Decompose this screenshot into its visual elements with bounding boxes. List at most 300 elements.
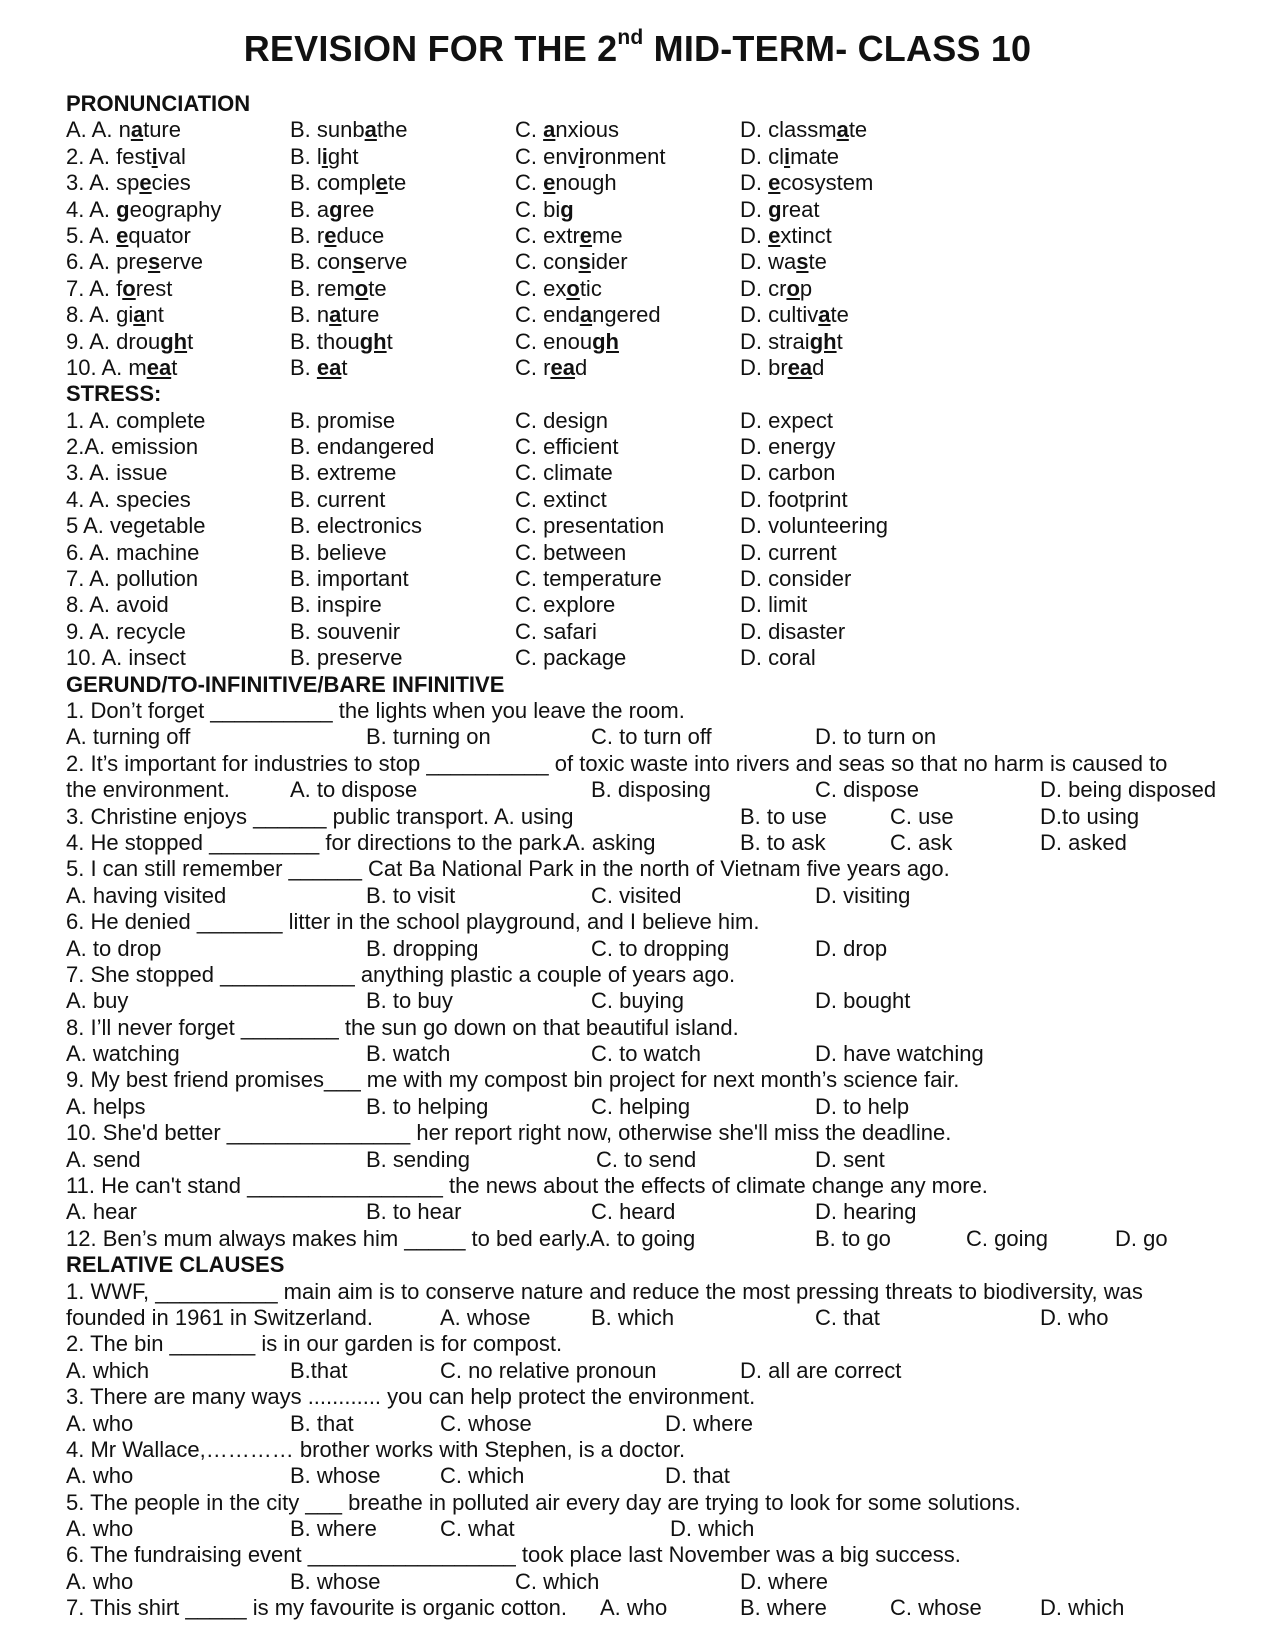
word-part: 3. A. sp — [66, 170, 140, 196]
option-a[interactable] — [66, 223, 191, 249]
option-b[interactable]: B. endangered — [290, 434, 435, 460]
option-b[interactable] — [290, 144, 359, 170]
option-b[interactable]: B. sending — [366, 1146, 470, 1172]
option-a[interactable]: A. who — [66, 1568, 134, 1594]
option-a[interactable]: A. buy — [66, 988, 129, 1014]
option-c[interactable]: C. going — [966, 1225, 1048, 1251]
option-b[interactable]: B. believe — [290, 539, 387, 565]
option-d[interactable] — [740, 144, 839, 170]
word-part: B. l — [290, 143, 322, 169]
underlined-sound: g — [329, 196, 343, 222]
word-part: B. sunb — [290, 117, 365, 143]
option-b[interactable]: B. to use — [740, 803, 827, 829]
pronunciation-row — [66, 197, 1256, 223]
option-a[interactable] — [66, 170, 191, 196]
option-c[interactable]: C. that — [815, 1304, 880, 1330]
word-part: C. extr — [515, 222, 580, 248]
option-d[interactable]: D. energy — [740, 434, 836, 460]
word-part: te — [848, 117, 868, 143]
worksheet-body — [66, 91, 1256, 1622]
underlined-sound: gh — [359, 328, 387, 354]
option-a[interactable]: A. having visited — [66, 882, 227, 908]
pronunciation-row — [66, 276, 1256, 302]
option-b[interactable]: B. to hear — [366, 1199, 462, 1225]
question-text: 9. My best friend promises___ me with my compost bin project for next month’s science fair. — [66, 1067, 960, 1093]
option-c[interactable] — [515, 302, 661, 328]
answer-options — [66, 1516, 1256, 1542]
word-part: t — [187, 328, 194, 354]
option-b[interactable]: B. to ask — [740, 829, 826, 855]
pronunciation-questions — [66, 117, 1256, 381]
option-c[interactable]: C. presentation — [515, 513, 665, 539]
option-d[interactable] — [740, 355, 824, 381]
section-heading-relative-clauses: RELATIVE CLAUSES — [66, 1252, 285, 1278]
option-d[interactable]: D. being disposed — [1040, 777, 1217, 803]
option-b[interactable]: B. whose — [290, 1463, 381, 1489]
question-text: 5. The people in the city ___ breathe in polluted air every day are trying to look for some solutions. — [66, 1489, 1021, 1515]
option-b[interactable]: B. where — [740, 1595, 827, 1621]
question-text: 4. Mr Wallace,………… brother works with Stephen, is a doctor. — [66, 1436, 686, 1462]
option-b[interactable]: B. whose — [290, 1568, 381, 1594]
option-c[interactable]: C. heard — [591, 1199, 676, 1225]
option-b[interactable] — [290, 302, 379, 328]
option-d[interactable] — [740, 276, 812, 302]
option-a[interactable] — [66, 249, 203, 275]
underlined-sound: gh — [809, 328, 837, 354]
word-part: D. wa — [740, 249, 797, 275]
option-c[interactable]: C. efficient — [515, 434, 619, 460]
word-part: t — [171, 354, 178, 380]
word-part: D. — [740, 196, 769, 222]
pronunciation-row — [66, 302, 1256, 328]
word-part: p — [799, 275, 813, 301]
option-d[interactable] — [740, 249, 827, 275]
underlined-sound: g — [768, 196, 782, 222]
option-b[interactable]: B. current — [290, 486, 386, 512]
word-part: ght — [327, 143, 359, 169]
underlined-sound: s — [147, 249, 161, 275]
option-b[interactable] — [290, 249, 407, 275]
option-d[interactable]: D. where — [665, 1410, 754, 1436]
pronunciation-row — [66, 170, 1256, 196]
option-a[interactable]: 6. A. machine — [66, 539, 200, 565]
word-part: erve — [364, 249, 408, 275]
underlined-sound: a — [818, 302, 831, 328]
underlined-sound: e — [139, 170, 152, 196]
option-c[interactable]: C. whose — [440, 1410, 532, 1436]
option-a[interactable] — [66, 144, 186, 170]
word-part: B. r — [290, 222, 325, 248]
option-a[interactable]: A. hear — [66, 1199, 137, 1225]
word-part: t — [386, 328, 393, 354]
word-part: C. bi — [515, 196, 561, 222]
word-part: nough — [555, 170, 617, 196]
option-c[interactable]: C. to turn off — [591, 724, 712, 750]
section-heading-stress: STRESS: — [66, 381, 162, 407]
option-a[interactable]: A. send — [66, 1146, 141, 1172]
option-b[interactable] — [290, 276, 387, 302]
underlined-sound: i — [151, 143, 158, 169]
word-part: 10. A. m — [66, 354, 147, 380]
word-part: B. — [290, 354, 317, 380]
pronunciation-row — [66, 223, 1256, 249]
question-text: 11. He can't stand ________________ the news about the effects of climate change any more. — [66, 1173, 988, 1199]
underlined-sound: gh — [592, 328, 619, 354]
question-text: 1. Don’t forget __________ the lights when you leave the room. — [66, 697, 685, 723]
option-d[interactable] — [740, 302, 849, 328]
option-a[interactable] — [66, 302, 164, 328]
underlined-sound: a — [329, 302, 342, 328]
option-d[interactable]: D. expect — [740, 407, 833, 433]
option-a[interactable]: A. asking — [565, 829, 656, 855]
underlined-sound: e — [324, 222, 337, 248]
option-a[interactable]: A. to drop — [66, 935, 162, 961]
option-b[interactable]: B. to go — [815, 1225, 891, 1251]
option-a[interactable]: 10. A. insect — [66, 645, 186, 671]
option-a[interactable] — [66, 117, 181, 143]
option-a[interactable]: A. who — [600, 1595, 668, 1621]
option-d[interactable]: D. which — [670, 1516, 755, 1542]
answer-options — [66, 1358, 1256, 1384]
underlined-sound: o — [122, 275, 136, 301]
word-part: C. end — [515, 302, 580, 328]
option-a[interactable]: A. turning off — [66, 724, 191, 750]
word-part: d — [812, 354, 825, 380]
option-c[interactable] — [515, 249, 628, 275]
question-text-continued: founded in 1961 in Switzerland. A. whose B. which C. that D. who — [66, 1304, 1109, 1330]
option-c[interactable] — [515, 197, 574, 223]
answer-options — [66, 936, 1256, 962]
option-b[interactable]: B. inspire — [290, 592, 382, 618]
option-b[interactable]: B. dropping — [366, 935, 479, 961]
word-part: D. — [740, 170, 769, 196]
word-part: rest — [135, 275, 173, 301]
option-d[interactable]: D. carbon — [740, 460, 836, 486]
answer-options — [66, 1041, 1256, 1067]
word-part: C. — [515, 170, 544, 196]
option-a[interactable]: 5 A. vegetable — [66, 513, 206, 539]
option-b[interactable] — [290, 117, 407, 143]
underlined-sound: g — [116, 196, 130, 222]
stress-row — [66, 408, 1256, 434]
answer-options — [66, 988, 1256, 1014]
option-c[interactable] — [515, 329, 619, 355]
word-part: 9. A. drou — [66, 328, 161, 354]
word-part: ngered — [592, 302, 661, 328]
underlined-sound: i — [784, 143, 791, 169]
option-c[interactable]: C. no relative pronoun — [440, 1357, 657, 1383]
option-a[interactable]: A. to going — [590, 1225, 696, 1251]
option-d[interactable]: D. limit — [740, 592, 808, 618]
stress-row — [66, 513, 1256, 539]
word-part: C. r — [515, 354, 551, 380]
word-part: te — [808, 249, 827, 275]
option-a[interactable]: 4. A. species — [66, 486, 191, 512]
underlined-sound: a — [836, 117, 849, 143]
option-c[interactable]: C. to dropping — [591, 935, 730, 961]
word-part: cosystem — [780, 170, 874, 196]
stress-row — [66, 619, 1256, 645]
option-d[interactable]: D. go — [1115, 1225, 1168, 1251]
option-a[interactable]: A. to dispose — [290, 777, 418, 803]
option-b[interactable] — [290, 223, 384, 249]
option-c[interactable]: C. which — [440, 1463, 525, 1489]
option-c[interactable]: C. safari — [515, 618, 597, 644]
option-d[interactable]: D. which — [1040, 1595, 1125, 1621]
word-part: A. A. n — [66, 117, 131, 143]
option-d[interactable]: D. footprint — [740, 486, 848, 512]
option-a[interactable] — [66, 355, 177, 381]
underlined-sound: o — [354, 275, 369, 301]
option-a[interactable] — [66, 329, 193, 355]
option-c[interactable]: C. ask — [890, 829, 953, 855]
option-c[interactable] — [515, 223, 623, 249]
underlined-sound: a — [364, 117, 377, 143]
underlined-sound: a — [133, 302, 146, 328]
pronunciation-row — [66, 329, 1256, 355]
word-part: reat — [781, 196, 820, 222]
option-a[interactable]: A. who — [66, 1410, 134, 1436]
word-part: D. cultiv — [740, 302, 819, 328]
option-a[interactable]: A. using — [494, 803, 574, 829]
option-c[interactable]: C. between — [515, 539, 627, 565]
option-b[interactable] — [290, 170, 406, 196]
word-part: D. classm — [740, 117, 837, 143]
option-d[interactable] — [740, 170, 873, 196]
pronunciation-row — [66, 249, 1256, 275]
word-part: cies — [151, 170, 191, 196]
option-d[interactable]: D. have watching — [815, 1041, 984, 1067]
option-c[interactable]: C. to send — [596, 1146, 697, 1172]
word-part: C. con — [515, 249, 579, 275]
word-part: 2. A. fest — [66, 143, 152, 169]
word-part: B. rem — [290, 275, 355, 301]
option-b[interactable]: B.that — [290, 1357, 348, 1383]
option-b[interactable]: B. to buy — [366, 988, 453, 1014]
option-b[interactable]: B. where — [290, 1516, 377, 1542]
option-a[interactable]: A. who — [66, 1463, 134, 1489]
underlined-sound: e — [375, 170, 388, 196]
word-part: ronment — [584, 143, 666, 169]
option-d[interactable]: D. visiting — [815, 882, 911, 908]
option-c[interactable] — [515, 117, 619, 143]
option-d[interactable] — [740, 329, 843, 355]
option-c[interactable]: C. use — [890, 803, 954, 829]
option-c[interactable]: C. whose — [890, 1595, 982, 1621]
option-b[interactable]: B. which — [591, 1304, 675, 1330]
option-a[interactable] — [66, 276, 172, 302]
option-c[interactable]: C. climate — [515, 460, 613, 486]
underlined-sound: e — [768, 170, 781, 196]
option-b[interactable]: B. turning on — [366, 724, 491, 750]
option-b[interactable]: B. watch — [366, 1041, 451, 1067]
question-text: 1. WWF, __________ main aim is to conserve nature and reduce the most pressing threats to biodiversity, was — [66, 1278, 1143, 1304]
underlined-sound: g — [560, 196, 574, 222]
option-d[interactable]: D. disaster — [740, 618, 846, 644]
option-c[interactable]: C. visited — [591, 882, 682, 908]
word-part: nt — [145, 302, 164, 328]
option-c[interactable]: C. helping — [591, 1093, 691, 1119]
option-a[interactable]: 1. A. complete — [66, 407, 206, 433]
answer-options — [66, 1411, 1256, 1437]
word-part: 5. A. — [66, 222, 117, 248]
option-c[interactable]: C. dispose — [815, 777, 919, 803]
question-text: 8. I’ll never forget ________ the sun go down on that beautiful island. — [66, 1014, 739, 1040]
option-a[interactable] — [66, 197, 221, 223]
word-part: ture — [341, 302, 380, 328]
option-a[interactable]: A. helps — [66, 1093, 146, 1119]
option-c[interactable]: C. extinct — [515, 486, 607, 512]
stress-row — [66, 434, 1256, 460]
pronunciation-row — [66, 355, 1256, 381]
word-part: erve — [160, 249, 203, 275]
option-d[interactable]: D. that — [665, 1463, 730, 1489]
option-b[interactable]: B. extreme — [290, 460, 397, 486]
option-c[interactable]: C. which — [515, 1568, 600, 1594]
question-text: 3. Christine enjoys ______ public transport. A. using B. to use C. use D.to using — [66, 803, 1140, 829]
option-a[interactable]: 7. A. pollution — [66, 566, 199, 592]
option-a[interactable]: A. watching — [66, 1041, 180, 1067]
option-c[interactable] — [515, 170, 617, 196]
option-d[interactable]: D. to help — [815, 1093, 910, 1119]
underlined-sound: i — [321, 143, 328, 169]
word-part: B. n — [290, 302, 330, 328]
option-d[interactable]: D. consider — [740, 566, 852, 592]
option-b[interactable]: B. preserve — [290, 645, 403, 671]
page-title: REVISION FOR THE 2nd MID-TERM- CLASS 10 — [243, 26, 1032, 69]
option-d[interactable]: D. asked — [1040, 829, 1127, 855]
word-part: nxious — [555, 117, 619, 143]
word-part: tic — [579, 275, 602, 301]
word-part: B. con — [290, 249, 353, 275]
option-b[interactable]: B. important — [290, 566, 409, 592]
word-part: D. cr — [740, 275, 787, 301]
option-b[interactable]: B. to visit — [366, 882, 456, 908]
word-part: ider — [590, 249, 628, 275]
option-c[interactable]: C. buying — [591, 988, 684, 1014]
word-part: 7. A. f — [66, 275, 123, 301]
option-d[interactable]: D. current — [740, 539, 837, 565]
option-b[interactable]: B. that — [290, 1410, 354, 1436]
question-text: 12. Ben’s mum always makes him _____ to bed early. A. to going B. to go C. going D. go — [66, 1225, 1168, 1251]
option-c[interactable]: C. temperature — [515, 566, 662, 592]
option-d[interactable]: D. drop — [815, 935, 888, 961]
option-d[interactable]: D. sent — [815, 1146, 885, 1172]
option-c[interactable]: C. package — [515, 645, 627, 671]
stress-questions — [66, 408, 1256, 672]
option-a[interactable]: A. which — [66, 1357, 150, 1383]
option-c[interactable]: C. what — [440, 1516, 515, 1542]
option-d[interactable] — [740, 223, 832, 249]
word-part: C. enou — [515, 328, 593, 354]
word-part: xtinct — [780, 222, 832, 248]
word-part: D. br — [740, 354, 788, 380]
underlined-sound: a — [130, 117, 144, 143]
option-a[interactable]: 3. A. issue — [66, 460, 168, 486]
option-d[interactable]: D. hearing — [815, 1199, 917, 1225]
option-d[interactable]: D. who — [1040, 1304, 1109, 1330]
option-b[interactable]: B. electronics — [290, 513, 423, 539]
option-d[interactable]: D.to using — [1040, 803, 1140, 829]
word-part: t — [341, 354, 348, 380]
question-text: 4. He stopped _________ for directions to the park. A. asking B. to ask C. ask D. asked — [66, 829, 1127, 855]
answer-options — [66, 883, 1256, 909]
option-a[interactable]: A. whose — [440, 1304, 531, 1330]
option-a[interactable]: 8. A. avoid — [66, 592, 169, 618]
stress-row — [66, 487, 1256, 513]
option-c[interactable]: C. to watch — [591, 1041, 702, 1067]
option-b[interactable]: B. souvenir — [290, 618, 401, 644]
pronunciation-row — [66, 144, 1256, 170]
stress-row — [66, 645, 1256, 671]
word-part: 8. A. gi — [66, 302, 134, 328]
question-text: 7. She stopped ___________ anything plastic a couple of years ago. — [66, 961, 736, 987]
answer-options — [66, 724, 1256, 750]
option-c[interactable] — [515, 144, 665, 170]
word-part: val — [157, 143, 186, 169]
underlined-sound: a — [543, 117, 556, 143]
option-b[interactable]: B. to helping — [366, 1093, 489, 1119]
option-d[interactable]: D. volunteering — [740, 513, 888, 539]
underlined-sound: s — [578, 249, 591, 275]
option-b[interactable] — [290, 355, 348, 381]
answer-options — [66, 1147, 1256, 1173]
word-part: 6. A. pre — [66, 249, 148, 275]
underlined-sound: i — [578, 143, 585, 169]
word-part: C. — [515, 117, 544, 143]
option-d[interactable] — [740, 197, 820, 223]
underlined-sound: gh — [160, 328, 188, 354]
option-d[interactable]: D. to turn on — [815, 724, 937, 750]
option-a[interactable]: 9. A. recycle — [66, 618, 186, 644]
option-c[interactable]: C. design — [515, 407, 608, 433]
option-a[interactable]: A. who — [66, 1516, 134, 1542]
word-part: mate — [790, 143, 840, 169]
answer-options — [66, 1199, 1256, 1225]
section-heading-pronunciation: PRONUNCIATION — [66, 91, 251, 116]
word-part: duce — [336, 222, 385, 248]
option-d[interactable] — [740, 117, 867, 143]
word-part: d — [574, 354, 588, 380]
option-d[interactable]: D. bought — [815, 988, 911, 1014]
question-text: 3. There are many ways ............ you can help protect the environment. — [66, 1384, 756, 1410]
option-d[interactable]: D. all are correct — [740, 1357, 902, 1383]
answer-options — [66, 1094, 1256, 1120]
option-a[interactable]: 2.A. emission — [66, 434, 199, 460]
option-b[interactable] — [290, 329, 393, 355]
option-c[interactable]: C. explore — [515, 592, 616, 618]
option-b[interactable]: B. disposing — [591, 777, 711, 803]
answer-options — [66, 1463, 1256, 1489]
option-c[interactable] — [515, 355, 587, 381]
option-c[interactable] — [515, 276, 602, 302]
word-part: C. ex — [515, 275, 567, 301]
word-part: me — [592, 222, 623, 248]
option-b[interactable] — [290, 197, 374, 223]
word-part: te — [368, 275, 387, 301]
option-b[interactable]: B. promise — [290, 407, 396, 433]
question-text: 5. I can still remember ______ Cat Ba National Park in the north of Vietnam five years ago. — [66, 856, 950, 882]
question-text: 2. The bin _______ is in our garden is for compost. — [66, 1331, 563, 1357]
option-d[interactable]: D. coral — [740, 645, 816, 671]
underlined-sound: o — [786, 275, 800, 301]
option-d[interactable]: D. where — [740, 1568, 829, 1594]
underlined-sound: o — [566, 275, 580, 301]
question-text: 7. This shirt _____ is my favourite is organic cotton. A. who B. where C. whose D. which — [66, 1595, 1125, 1621]
underlined-sound: a — [579, 302, 593, 328]
word-part: quator — [128, 222, 191, 248]
underlined-sound: e — [579, 222, 593, 248]
